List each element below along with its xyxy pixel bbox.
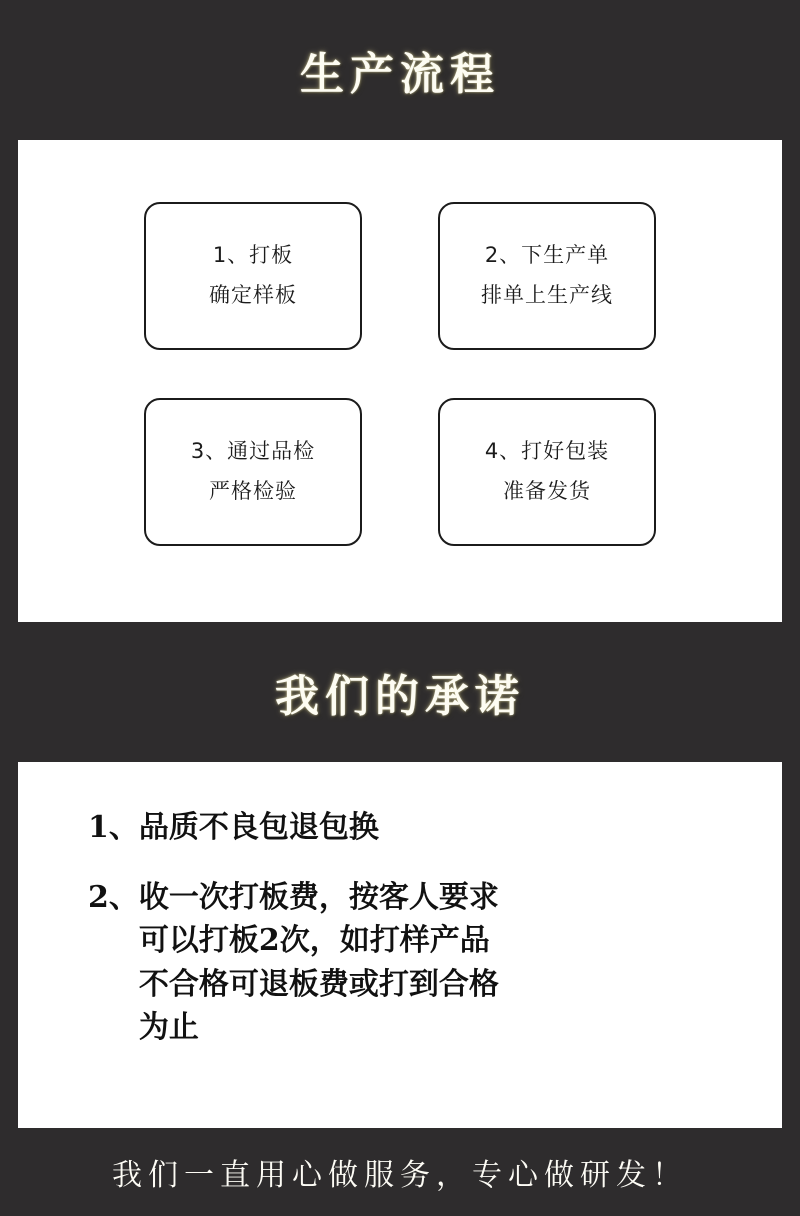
production-flow-panel	[18, 140, 782, 622]
flow-step-1	[144, 202, 362, 350]
promise-item-2-line-4: 为止	[138, 1010, 199, 1045]
flow-grid	[18, 202, 782, 546]
production-title: 生产流程	[300, 49, 500, 100]
promise-item-2	[18, 876, 782, 1050]
flow-step-2-line2: 排单上生产线	[481, 283, 613, 307]
section-header-production	[0, 0, 800, 140]
promise-item-2-text	[139, 876, 499, 1050]
promise-panel	[18, 762, 782, 1128]
promise-title: 我们的承诺	[275, 671, 525, 722]
promise-item-2-line-3: 不合格可退板费或打到合格	[138, 966, 499, 1002]
flow-step-4	[438, 398, 656, 546]
promise-item-2-line-1: 收一次打板费，按客人要求	[138, 879, 499, 915]
flow-step-3-line1: 3、通过品检	[190, 439, 316, 464]
flow-step-4-line2: 准备发货	[503, 479, 591, 503]
footer-slogan: 我们一直用心做服务，专心做研发！	[112, 1158, 688, 1193]
promise-item-1-line-1: 品质不良包退包换	[138, 810, 379, 845]
promise-item-1-text	[139, 806, 379, 850]
promise-item-1	[18, 806, 782, 850]
promise-item-1-number: 1、	[88, 810, 139, 845]
promise-item-2-number: 2、	[88, 879, 139, 915]
flow-step-4-line1: 4、打好包装	[484, 439, 610, 464]
footer-slogan-band	[0, 1128, 800, 1216]
flow-step-3-line2: 严格检验	[209, 479, 297, 503]
flow-step-2	[438, 202, 656, 350]
promise-item-2-line-2: 可以打板2次，如打样产品	[138, 923, 490, 958]
flow-step-1-line2: 确定样板	[209, 283, 297, 307]
flow-step-1-line1: 1、打板	[212, 243, 294, 268]
section-header-promise	[0, 622, 800, 762]
flow-step-3	[144, 398, 362, 546]
flow-step-2-line1: 2、下生产单	[484, 243, 610, 268]
